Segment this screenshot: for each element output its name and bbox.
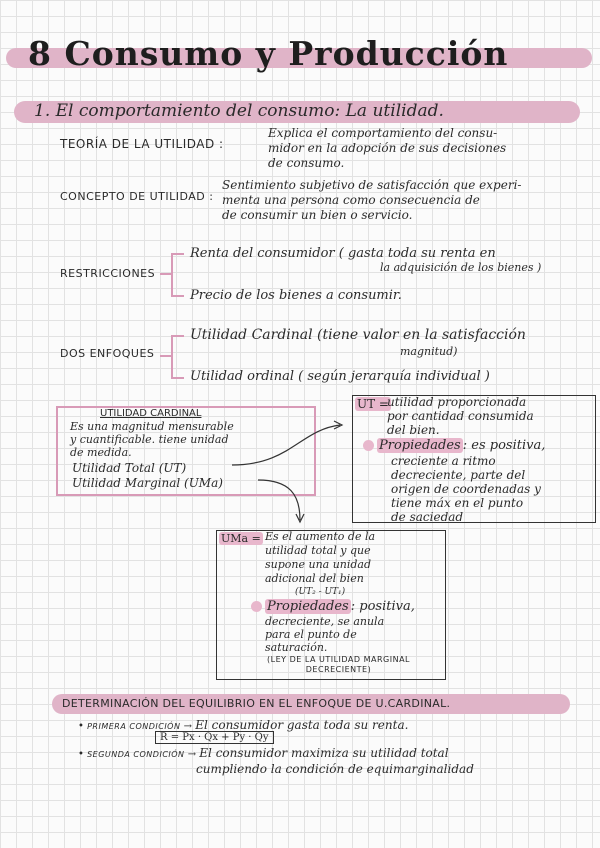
concepto-line-1: Sentimiento subjetivo de satisfacción que experi- (222, 178, 522, 192)
enfoques-item-1b: magnitud) (400, 345, 458, 358)
restricciones-label: RESTRICCIONES (60, 267, 156, 280)
restricciones-item-1: Renta del consumidor ( gasta toda su renta en (190, 246, 496, 261)
ut-prop-line-4: origen de coordenadas y (391, 482, 541, 496)
uma-description (265, 530, 375, 586)
teoria-line-1: Explica el comportamiento del consu- (268, 126, 498, 140)
cardinal-line-3: de medida. (70, 446, 132, 459)
ut-tag: UT = (357, 397, 389, 411)
uma-prop-line-4: saturación. (265, 641, 328, 654)
section2-heading: DETERMINACIÓN DEL EQUILIBRIO EN EL ENFOQUE DE U.CARDINAL. (62, 697, 451, 710)
condition-2 (78, 746, 449, 760)
condition-1-formula: R = Px · Qx + Py · Qy (155, 731, 274, 744)
ut-prop-label: Propiedades (379, 438, 461, 453)
restricciones-item-2: Precio de los bienes a consumir. (190, 288, 402, 303)
enfoques-label: DOS ENFOQUES (60, 347, 155, 360)
uma-prop-line-1: : positiva, (350, 599, 415, 614)
ut-prop-line-6: de saciedad (391, 510, 464, 524)
ut-prop-line-5: tiene máx en el punto (391, 496, 524, 510)
restricciones-item-1b: la adquisición de los bienes ) (380, 261, 542, 274)
uma-prop-label: Propiedades (267, 599, 349, 614)
bullet-icon: • (78, 721, 88, 732)
condition-1-text: El consumidor gasta toda su renta. (195, 718, 409, 732)
ut-prop-line-2: creciente a ritmo (391, 454, 496, 468)
arrow-right-icon: → (184, 749, 200, 760)
bullet-dot-icon (363, 440, 374, 451)
arrow-right-icon: → (180, 721, 196, 732)
cardinal-line-2: y cuantificable. tiene unidad (70, 433, 229, 446)
ut-description (387, 395, 534, 437)
uma-label: Utilidad Marginal (UMa) (72, 476, 223, 490)
concepto-line-2: menta una persona como consecuencia de (222, 193, 480, 207)
uma-note-line-2: DECRECIENTE) (305, 665, 372, 674)
uma-line-1: Es el aumento de la (265, 530, 376, 543)
teoria-label: TEORÍA DE LA UTILIDAD : (60, 137, 224, 151)
uma-prop-rest (265, 615, 384, 654)
concepto-line-3: de consumir un bien o servicio. (222, 208, 413, 222)
uma-prop-line-2: decreciente, se anula (265, 615, 385, 628)
ut-prop-line-1: : es positiva, (462, 438, 546, 453)
ut-definition-box (352, 395, 596, 523)
ut-prop-line-3: decreciente, parte del (391, 468, 526, 482)
cardinal-heading: UTILIDAD CARDINAL (100, 408, 202, 419)
enfoques-item-1: Utilidad Cardinal (tiene valor en la satisfacción (190, 327, 526, 343)
teoria-line-3: de consumo. (268, 156, 345, 170)
uma-prop-line-3: para el punto de (265, 628, 357, 641)
condition-1-label: PRIMERA CONDICIÓN (87, 722, 181, 731)
uma-line-4: adicional del bien (265, 572, 364, 585)
uma-definition-box (216, 530, 446, 680)
uma-note (267, 655, 410, 675)
condition-2-text: El consumidor maximiza su utilidad total (199, 746, 449, 760)
uma-note-line-1: (LEY DE LA UTILIDAD MARGINAL (267, 655, 410, 664)
cardinal-line-1: Es una magnitud mensurable (70, 420, 234, 433)
condition-2-label: SEGUNDA CONDICIÓN (87, 750, 185, 759)
concepto-label: CONCEPTO DE UTILIDAD : (60, 190, 214, 203)
bullet-dot-icon (251, 601, 262, 612)
uma-properties (251, 599, 415, 614)
uma-line-2: utilidad total y que (265, 544, 371, 557)
uma-formula: (UT₂ - UT₁) (295, 587, 346, 597)
ut-properties (363, 438, 545, 453)
condition-1 (78, 718, 408, 732)
section1-heading: 1. El comportamiento del consumo: La utilidad. (34, 101, 444, 121)
enfoques-item-2: Utilidad ordinal ( según jerarquía individual ) (190, 369, 490, 384)
ut-line-1: utilidad proporcionada (387, 395, 527, 409)
ut-prop-rest (391, 454, 541, 524)
teoria-line-2: midor en la adopción de sus decisiones (268, 141, 507, 155)
ut-line-2: por cantidad consumida (387, 409, 534, 423)
uma-tag: UMa = (221, 532, 261, 545)
uma-line-3: supone una unidad (265, 558, 372, 571)
ut-label: Utilidad Total (UT) (72, 461, 187, 475)
bullet-icon: • (78, 749, 88, 760)
ut-line-3: del bien. (387, 423, 440, 437)
condition-2-text2: cumpliendo la condición de equimarginalidad (196, 762, 474, 776)
page-title: 8 Consumo y Producción (28, 34, 509, 73)
